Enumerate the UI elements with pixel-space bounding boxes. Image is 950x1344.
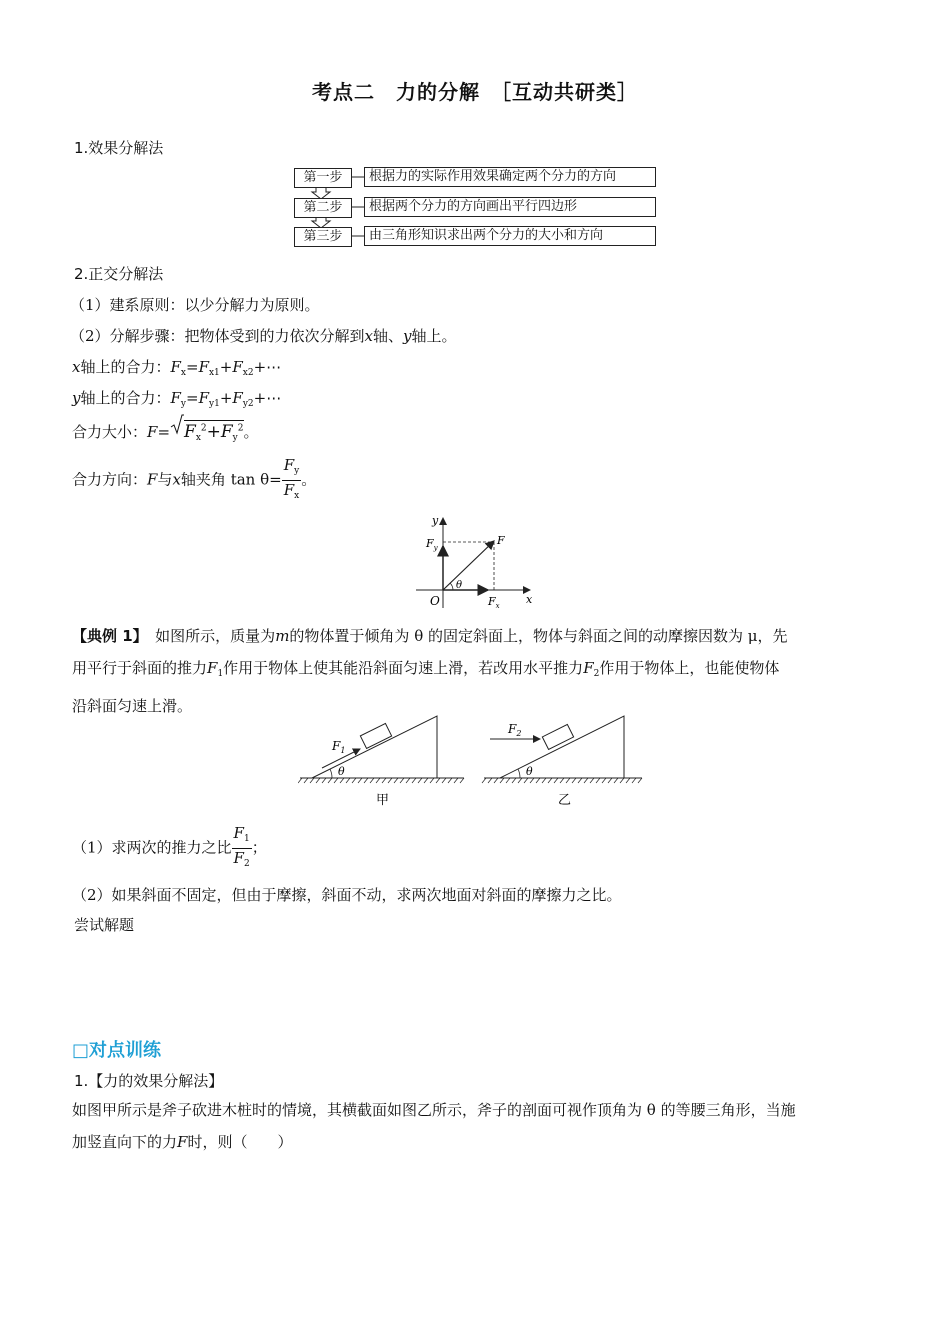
dots: +⋯ [253,389,282,407]
sub: x [195,433,201,443]
F-symbol: F [170,358,181,376]
step1-label: 第一步 [294,168,352,188]
F2-label [507,722,521,738]
theta-right: θ [526,765,533,778]
theta-arc [450,583,453,590]
F-symbol: F [170,389,181,407]
steps-text-b: 轴、 [373,327,404,345]
example-paragraph [72,620,882,722]
F1-symbol: F [332,739,341,753]
period: 。 [301,470,317,489]
step1-text: 根据力的实际作用效果确定两个分力的方向 [364,167,656,187]
x-symbol: x [72,358,81,376]
direction-mid2: 轴夹角 tan θ= [180,470,282,489]
page-title: 考点二 力的分解 ［互动共研类］ [312,80,638,104]
training-text: 如图甲所示是斧子砍进木桩时的情境，其横截面如图乙所示，斧子的剖面可视作顶角为 θ 的等腰三角形，当施 [72,1101,796,1119]
example-text: 沿斜面匀速上滑。 [72,697,193,715]
F-symbol: F [177,1133,188,1151]
question2: （2）如果斜面不固定，但由于摩擦，斜面不动，求两次地面对斜面的摩擦力之比。 [72,886,622,904]
y-axis-label: y [432,514,439,527]
example-text: 的物体置于倾角为 θ 的固定斜面上，物体与斜面之间的动摩擦因数为 μ，先 [289,627,788,645]
theta-label: θ [456,580,463,591]
steps-text-a: （2）分解步骤：把物体受到的力依次分解到 [70,327,365,345]
sub: 2 [593,669,600,679]
example-text: 如图所示，质量为 [140,627,276,645]
F-symbol: F [207,659,218,677]
example-tag: 【典例 1】 [72,627,141,645]
F-symbol: F [147,423,158,441]
step2-label: 第二步 [294,198,352,218]
sub: y [180,399,187,409]
fy-equation [72,387,281,409]
Fy-label [425,537,439,552]
training-item-title: 1.【力的效果分解法】 [74,1072,224,1090]
plus: + [206,422,221,442]
plus: + [219,358,233,376]
step3-label: 第三步 [294,227,352,247]
F-symbol: F [184,422,196,442]
F-symbol: F [232,358,243,376]
numerator [232,824,252,849]
sub: 1 [217,669,224,679]
direction-label: 合力方向： [72,470,148,489]
y-symbol: y [403,327,412,345]
magnitude-equation [72,420,259,443]
incline-right [482,716,642,808]
x-symbol: x [364,327,374,345]
sub: 1 [243,834,250,844]
sub: y1 [209,399,220,409]
sub: y [294,466,300,476]
sub: y2 [242,399,254,409]
sup: 2 [200,423,207,434]
fx-equation [72,356,281,378]
F-symbol: F [220,422,233,442]
period: 。 [243,423,259,441]
f1-over-f2 [232,824,252,873]
eq: = [186,389,199,407]
F-symbol: F [283,481,295,499]
sup: 2 [237,423,244,434]
sub: x [294,491,300,501]
direction-mid: 与 [157,470,173,489]
direction-equation [72,456,316,505]
denominator [232,849,252,873]
F-symbol: F [198,358,209,376]
sub: y [232,433,238,443]
F2-sub: 2 [516,729,522,738]
steps-text-c: 轴上。 [411,327,457,345]
fy-over-fx [282,456,302,505]
eq: = [157,423,171,441]
F2-symbol: F [508,722,517,736]
sqrt-body [184,420,243,443]
try-solving-label: 尝试解题 [74,916,135,934]
incline-diagrams [298,710,644,810]
question1 [72,824,267,873]
q1-text: （1）求两次的推力之比 [72,838,232,857]
steps-text [70,325,457,346]
sqrt-sign-icon [170,414,184,436]
fig-left-label: 甲 [376,793,390,808]
F1-sub: 1 [340,746,346,755]
F-symbol: F [232,389,243,407]
sqrt-expression [170,420,243,443]
denominator [282,481,302,505]
eq: = [185,358,199,376]
example-text: 作用于物体上，也能使物体 [599,659,780,677]
force-decomposition-diagram [408,510,548,614]
section1-heading: 1.效果分解法 [74,139,164,157]
q1-end: ； [251,838,267,857]
step2-text: 根据两个分力的方向画出平行四边形 [364,197,656,217]
Fy-sub: y [433,544,438,552]
training-heading: □对点训练 [72,1040,162,1061]
sub: x [180,368,186,378]
fig-right-label: 乙 [558,793,572,808]
F-symbol: F [233,849,244,867]
y-symbol: y [72,389,81,407]
m-symbol: m [275,627,290,645]
Fy-symbol: F [426,537,434,550]
sub: x1 [208,368,220,378]
section2-heading: 2.正交分解法 [74,265,164,283]
training-text: 加竖直向下的力 [72,1133,178,1151]
theta-left: θ [338,765,345,778]
F-label: F [497,534,505,547]
fy-label: 轴上的合力： [80,389,171,407]
x-axis-label: x [526,593,533,606]
magnitude-label: 合力大小： [72,423,148,441]
force-vector-F [443,541,494,590]
Fx-label [487,595,500,610]
F1-label [331,739,345,755]
dots: +⋯ [253,358,282,376]
sub: x2 [242,368,254,378]
training-paragraph [72,1094,882,1158]
step3-text: 由三角形知识求出两个分力的大小和方向 [364,226,656,246]
steps-flowchart [292,166,662,248]
incline-left [298,716,464,808]
training-text: 时，则（ ） [187,1133,293,1151]
Fx-symbol: F [488,595,496,608]
sub: 2 [243,859,250,869]
F-symbol: F [233,824,244,842]
plus: + [219,389,233,407]
F-symbol: F [147,470,158,489]
fx-label: 轴上的合力： [80,358,171,376]
F-symbol: F [283,456,295,474]
F-symbol: F [198,389,210,407]
principle-text: （1）建系原则：以少分解力为原则。 [70,296,320,314]
origin-label: O [430,594,440,608]
F-symbol: F [583,659,594,677]
x-symbol: x [172,470,181,489]
numerator [282,456,302,481]
example-text: 作用于物体上使其能沿斜面匀速上滑，若改用水平推力 [223,659,584,677]
example-text: 用平行于斜面的推力 [72,659,208,677]
Fx-sub: x [495,602,500,610]
